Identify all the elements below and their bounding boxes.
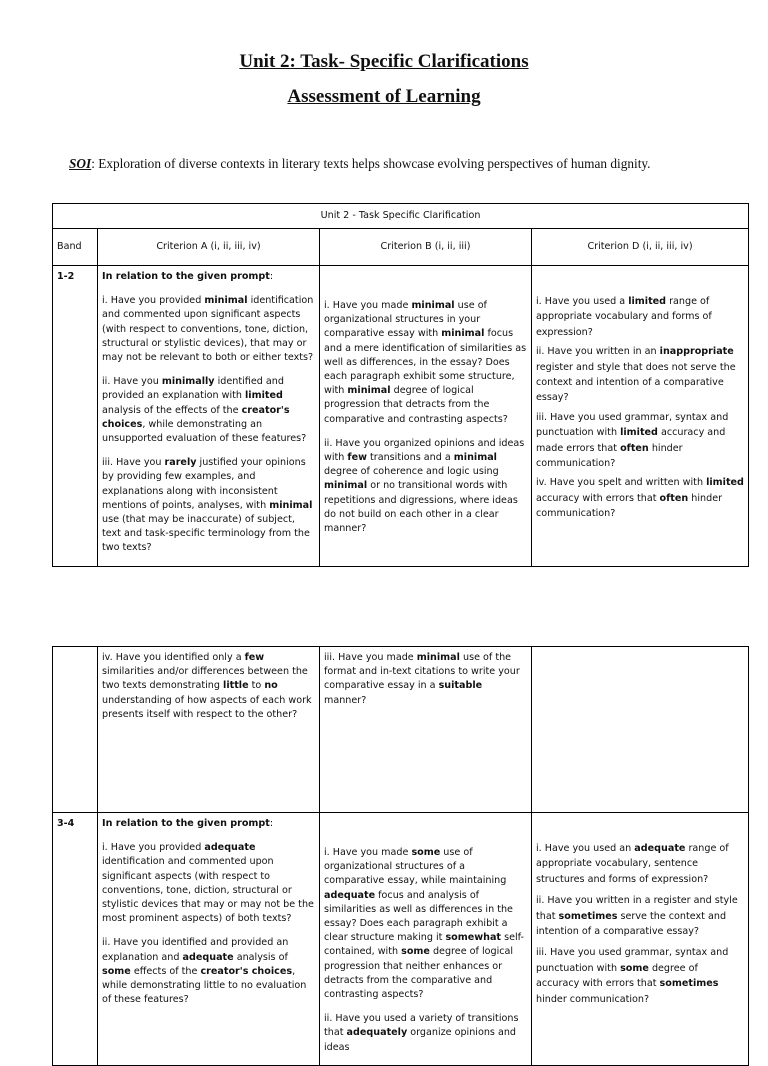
descriptor: i. Have you made minimal use of organizational structures in your comparative essay with minimal focus and a mere identification of similarities as well as differences, in the essay? Does each paragraph exhibit some structure, with minimal degree of logical progression that detracts from the comparative and contrasting aspects? xyxy=(324,300,527,425)
table-caption: Unit 2 - Task Specific Clarification xyxy=(53,204,749,229)
prompt-label: In relation to the given prompt: xyxy=(102,818,274,829)
table-row xyxy=(53,266,749,567)
descriptor: i. Have you provided adequate identification and commented upon significant aspects (with respect to conventions, tone, diction, structural or stylistic devices that may or may not be the most prominent aspects) of both texts? xyxy=(102,842,314,925)
table-header-row xyxy=(53,229,749,266)
criterion-a-cell xyxy=(98,266,320,567)
band-label: 3-4 xyxy=(53,813,98,1066)
table-row xyxy=(53,647,749,813)
criterion-b-cell xyxy=(320,266,532,567)
criterion-b-cell xyxy=(320,813,532,1066)
page-title: Unit 2: Task- Specific Clarifications xyxy=(239,51,529,72)
descriptor: iii. Have you made minimal use of the format and in-text citations to write your comparative essay in a suitable manner? xyxy=(324,652,520,706)
descriptor: iii. Have you used grammar, syntax and punctuation with some degree of accuracy with errors that sometimes hinder communication? xyxy=(536,947,729,1005)
descriptor: i. Have you made some use of organizational structures of a comparative essay, while maintaining adequate focus and analysis of similarities as well as differences in the essay? Does each paragraph exhibit a clear structure making it somewhat self-contained, with some degree of logical progression that neither enhances or detracts from the comparative and contrasting aspects? xyxy=(324,847,524,1001)
clarification-table-continued xyxy=(52,646,749,1066)
prompt-label: In relation to the given prompt: xyxy=(102,271,274,282)
criterion-d-cell xyxy=(532,647,749,813)
criterion-a-cell xyxy=(98,647,320,813)
descriptor: ii. Have you identified and provided an explanation and adequate analysis of some effects of the creator's choices, while demonstrating little to no evaluation of these features? xyxy=(102,937,307,1006)
descriptor: ii. Have you organized opinions and ideas with few transitions and a minimal degree of coherence and logic using minimal or no transitional words with repetitions and digressions, where ideas do not build on each other in a clear manner? xyxy=(324,437,525,535)
soi-label: SOI xyxy=(69,156,92,171)
descriptor: i. Have you provided minimal identification and commented upon significant aspects (with respect to conventions, tone, diction, structural or stylistic devices), that may or may not be relevant to both or either texts? xyxy=(102,295,314,364)
descriptor: i. Have you used a limited range of appropriate vocabulary and forms of expression? xyxy=(536,296,712,338)
descriptor: iv. Have you identified only a few similarities and/or differences between the two texts demonstrating little to no understanding of how aspects of each work presents itself with respect to the other? xyxy=(102,652,312,720)
column-header-criterion-b: Criterion B (i, ii, iii) xyxy=(320,229,532,266)
criterion-b-cell xyxy=(320,647,532,813)
descriptor: i. Have you used an adequate range of appropriate vocabulary, sentence structures and forms of expression? xyxy=(536,843,729,885)
criterion-a-cell xyxy=(98,813,320,1066)
descriptor: iii. Have you used grammar, syntax and punctuation with limited accuracy and made errors that often hinder communication? xyxy=(536,411,729,470)
descriptor: ii. Have you written in a register and style that sometimes serve the context and intention of a comparative essay? xyxy=(536,895,738,938)
descriptor: iv. Have you spelt and written with limited accuracy with errors that often hinder communication? xyxy=(536,477,744,520)
soi-text: : Exploration of diverse contexts in literary texts helps showcase evolving perspectives of human dignity. xyxy=(91,156,651,171)
band-label xyxy=(53,647,98,813)
descriptor: ii. Have you used a variety of transitions that adequately organize opinions and ideas xyxy=(324,1013,519,1053)
criterion-d-cell xyxy=(532,813,749,1066)
column-header-criterion-a: Criterion A (i, ii, iii, iv) xyxy=(98,229,320,266)
descriptor: iii. Have you rarely justified your opinions by providing few examples, and explanations along with inconsistent mentions of points, analyses, with minimal use (that may be inaccurate) of subject, text and task-specific terminology from the two texts? xyxy=(102,457,313,554)
band-label: 1-2 xyxy=(53,266,98,567)
descriptor: ii. Have you written in an inappropriate register and style that does not serve the context and intention of a comparative essay? xyxy=(536,346,736,404)
column-header-criterion-d: Criterion D (i, ii, iii, iv) xyxy=(532,229,749,266)
page-subtitle: Assessment of Learning xyxy=(287,86,481,107)
column-header-band: Band xyxy=(53,229,98,266)
criterion-d-cell xyxy=(532,266,749,567)
statement-of-inquiry xyxy=(69,156,749,172)
clarification-table xyxy=(52,203,749,567)
table-row xyxy=(53,813,749,1066)
descriptor: ii. Have you minimally identified and provided an explanation with limited analysis of the effects of the creator's choices, while demonstrating an unsupported evaluation of these features? xyxy=(102,376,307,445)
